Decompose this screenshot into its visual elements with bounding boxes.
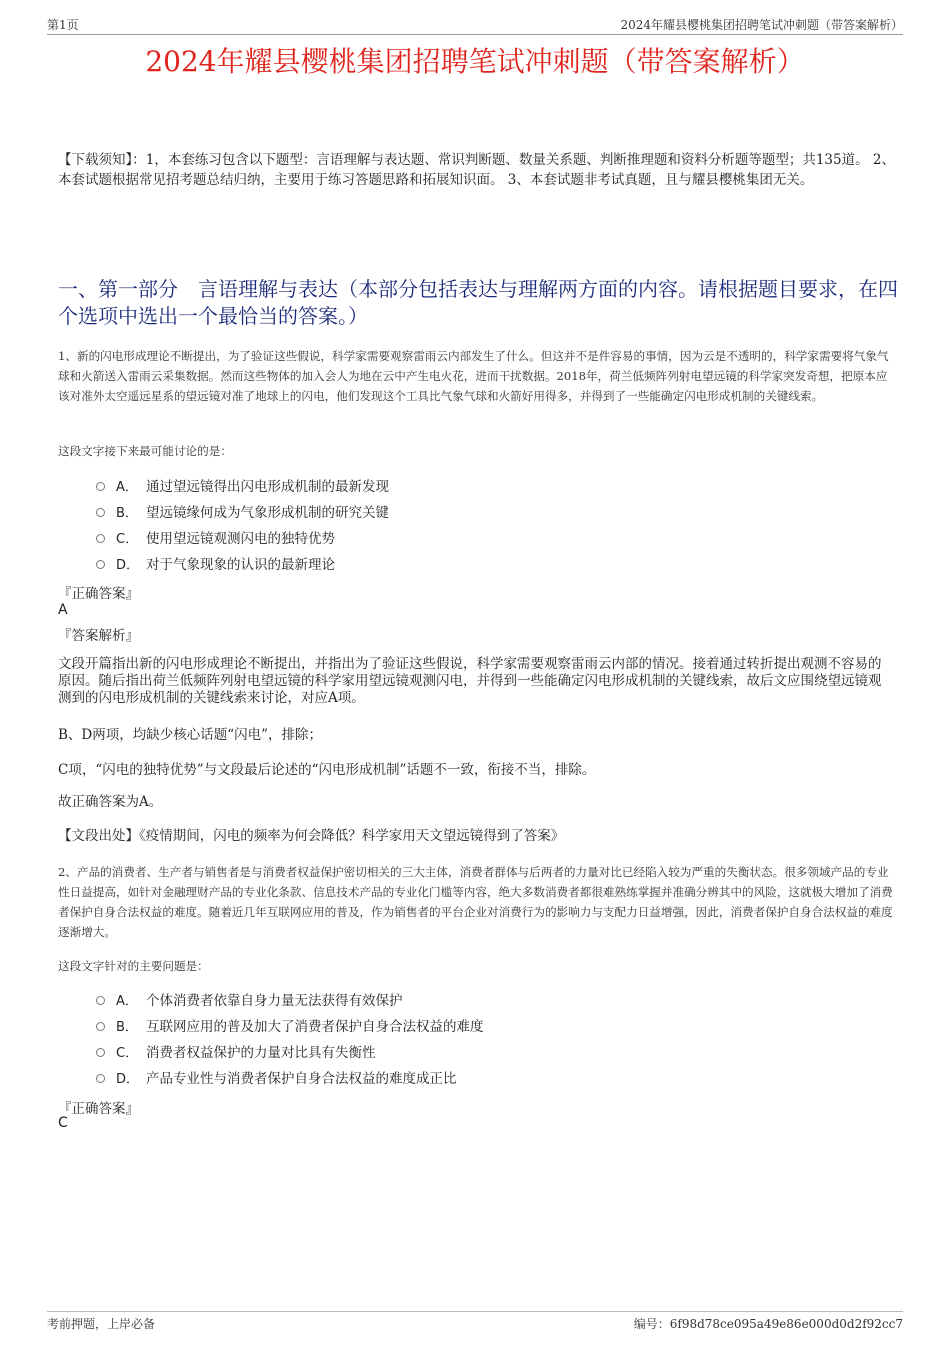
q2-option-c[interactable]: C． 消费者权益保护的力量对比具有失衡性 bbox=[96, 1043, 376, 1064]
page-header bbox=[47, 14, 903, 35]
question-2-text: 2、产品的消费者、生产者与销售者是与消费者权益保护密切相关的三大主体，消费者群体与后两者的力量对比已经陷入较为严重的失衡状态。很多领域产品的专业性日益提高，如针对金融理财产品的专业化条款、信息技术产品的专业化门槛等内容，绝大多数消费者都很难熟练掌握并准确分辨其中的风险，这就极大增加了消费者保护自身合法权益的难度。随着近几年互联网应用的普及，作为销售者的平台企业对消费行为的影响力与支配力日益增强，因此，消费者保护自身合法权益的难度逐渐增大。 bbox=[58, 865, 893, 939]
question-1-text: 1、新的闪电形成理论不断提出，为了验证这些假说，科学家需要观察雷雨云内部发生了什么。但这并不是件容易的事情，因为云是不透明的，科学家需要将气象气球和火箭送入雷雨云采集数据。然而这些物体的加入会人为地在云中产生电火花，进而干扰数据。2018年，荷兰低频阵列射电望远镜的科学家突发奇想，把原本应该对准外太空遥远星系的望远镜对准了地球上的闪电，他们发现这个工具比气象气球和火箭好用得多，并得到了一些能确定闪电形成机制的关键线索。 bbox=[58, 349, 889, 403]
q1-source: 【文段出处】《疫情期间，闪电的频率为何会降低？科学家用天文望远镜得到了答案》 bbox=[58, 828, 565, 844]
q1-option-b[interactable]: B． 望远镜缘何成为气象形成机制的研究关键 bbox=[96, 503, 389, 524]
q1-answer-label: 『正确答案』 bbox=[58, 586, 139, 602]
section-heading: 一、第一部分 言语理解与表达（本部分包括表达与理解两方面的内容。请根据题目要求，在四个选项中选出一个最恰当的答案。） bbox=[58, 277, 898, 328]
radio-icon[interactable] bbox=[96, 1048, 105, 1057]
radio-icon[interactable] bbox=[96, 1074, 105, 1083]
q1-analysis-3: C项，“闪电的独特优势”与文段最后论述的“闪电形成机制”话题不一致，衔接不当，排除。 bbox=[58, 762, 596, 778]
radio-icon[interactable] bbox=[96, 996, 105, 1005]
q1-analysis-2: B、D两项，均缺少核心话题“闪电”，排除； bbox=[58, 727, 323, 743]
q2-option-a[interactable]: A． 个体消费者依靠自身力量无法获得有效保护 bbox=[96, 991, 403, 1012]
q2-answer-label: 『正确答案』 bbox=[58, 1101, 139, 1117]
radio-icon[interactable] bbox=[96, 1022, 105, 1031]
page-footer bbox=[47, 1311, 903, 1331]
radio-icon[interactable] bbox=[96, 508, 105, 517]
q2-answer: C bbox=[58, 1115, 68, 1131]
question-1-prompt: 这段文字接下来最可能讨论的是： bbox=[58, 444, 232, 458]
q1-answer: A bbox=[58, 602, 68, 618]
q1-analysis-label: 『答案解析』 bbox=[58, 628, 139, 644]
q2-option-b[interactable]: B． 互联网应用的普及加大了消费者保护自身合法权益的难度 bbox=[96, 1017, 484, 1038]
radio-icon[interactable] bbox=[96, 534, 105, 543]
q1-analysis-4: 故正确答案为A。 bbox=[58, 794, 163, 810]
question-2-prompt: 这段文字针对的主要问题是： bbox=[58, 959, 209, 973]
q1-option-c[interactable]: C． 使用望远镜观测闪电的独特优势 bbox=[96, 529, 335, 550]
q2-option-d[interactable]: D． 产品专业性与消费者保护自身合法权益的难度成正比 bbox=[96, 1069, 457, 1090]
page-number: 第1页 bbox=[47, 18, 79, 32]
footer-slogan: 考前押题，上岸必备 bbox=[47, 1317, 156, 1331]
q1-option-a[interactable]: A． 通过望远镜得出闪电形成机制的最新发现 bbox=[96, 477, 389, 498]
q1-analysis-1: 文段开篇指出新的闪电形成理论不断提出，并指出为了验证这些假说，科学家需要观察雷雨云内部的情况。接着通过转折提出观测不容易的原因。随后指出荷兰低频阵列射电望远镜的科学家用望远镜观测闪电，并得到一些能确定闪电形成机制的关键线索，故后文应围绕望远镜观测到的闪电形成机制的关键线索来讨论，对应A项。 bbox=[58, 656, 882, 706]
q1-option-d[interactable]: D． 对于气象现象的认识的最新理论 bbox=[96, 555, 335, 576]
header-doc-title: 2024年耀县樱桃集团招聘笔试冲刺题（带答案解析） bbox=[620, 18, 903, 32]
page-title: 2024年耀县樱桃集团招聘笔试冲刺题（带答案解析） bbox=[145, 45, 805, 78]
footer-doc-id: 编号：6f98d78ce095a49e86e000d0d2f92cc7 bbox=[633, 1317, 903, 1331]
radio-icon[interactable] bbox=[96, 482, 105, 491]
radio-icon[interactable] bbox=[96, 560, 105, 569]
download-notice: 【下载须知】：1，本套练习包含以下题型：言语理解与表达题、常识判断题、数量关系题、判断推理题和资料分析题等题型；共135道。 2、本套试题根据常见招考题总结归纳，主要用于练习答题思路和拓展知识面。 3、本套试题非考试真题，且与耀县樱桃集团无关。 bbox=[58, 152, 895, 188]
